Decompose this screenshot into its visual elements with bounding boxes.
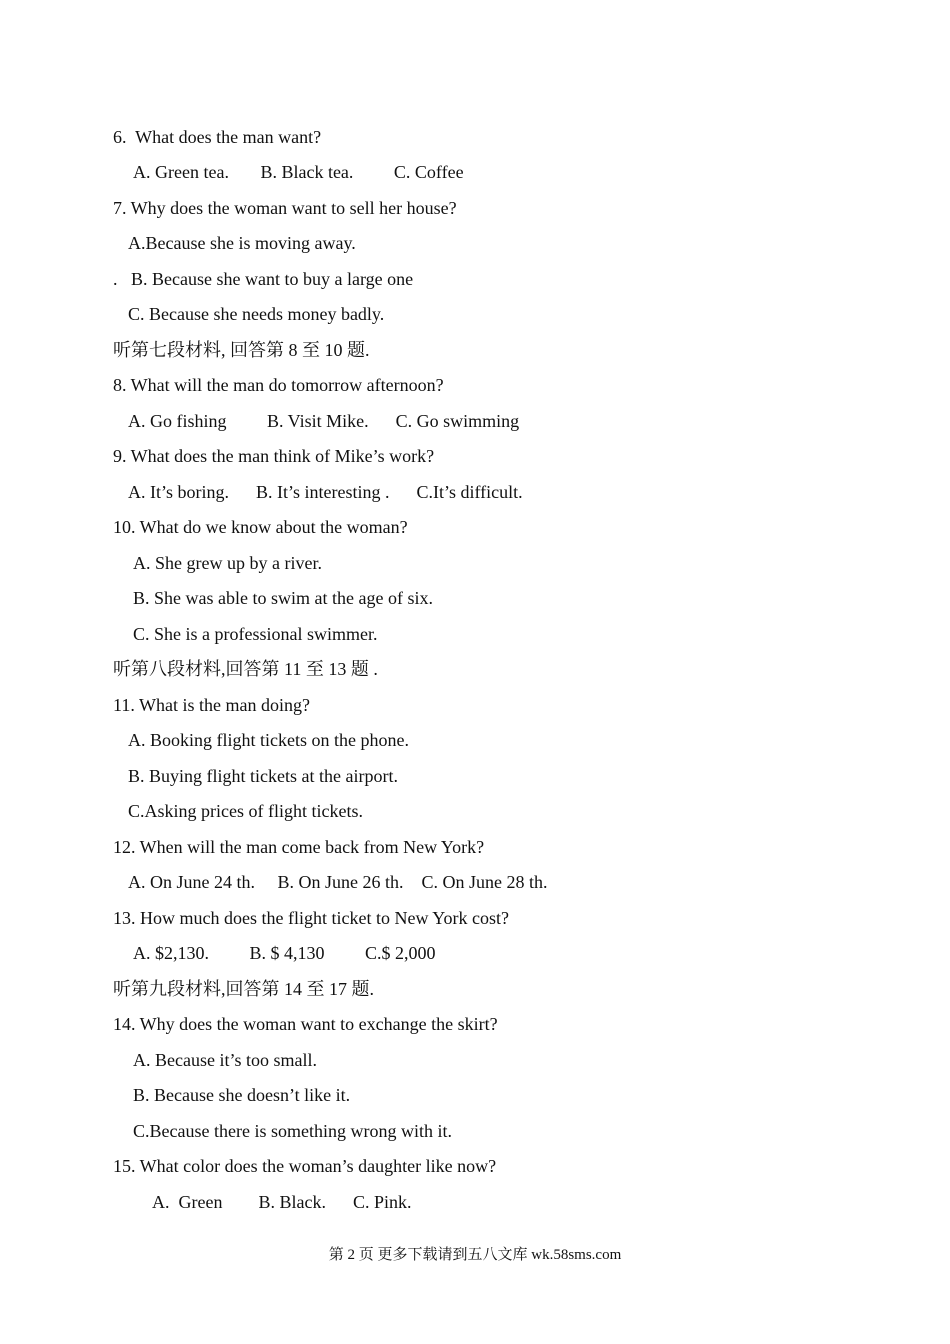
- question-12-options: A. On June 24 th. B. On June 26 th. C. On June 28 th.: [128, 872, 548, 892]
- question-11-option-c: C.Asking prices of flight tickets.: [128, 801, 363, 821]
- question-15-options: A. Green B. Black. C. Pink.: [152, 1192, 412, 1212]
- question-9-options: A. It’s boring. B. It’s interesting . C.It’s difficult.: [128, 482, 523, 502]
- question-14-option-a: A. Because it’s too small.: [133, 1050, 317, 1070]
- question-10-option-c: C. She is a professional swimmer.: [133, 624, 378, 644]
- section-9-instruction: 听第九段材料,回答第 14 至 17 题.: [113, 979, 374, 999]
- question-6: 6. What does the man want?: [113, 127, 322, 147]
- question-14-option-b: B. Because she doesn’t like it.: [133, 1085, 351, 1105]
- question-14-option-c: C.Because there is something wrong with it.: [133, 1121, 452, 1141]
- question-8-options: A. Go fishing B. Visit Mike. C. Go swimming: [128, 411, 520, 431]
- question-8: 8. What will the man do tomorrow afternoon?: [113, 375, 444, 395]
- question-6-options: A. Green tea. B. Black tea. C. Coffee: [133, 162, 464, 182]
- question-11-option-b: B. Buying flight tickets at the airport.: [128, 766, 398, 786]
- question-9: 9. What does the man think of Mike’s work?: [113, 446, 435, 466]
- question-15: 15. What color does the woman’s daughter like now?: [113, 1156, 497, 1176]
- question-10-option-b: B. She was able to swim at the age of six.: [133, 588, 433, 608]
- question-7: 7. Why does the woman want to sell her house?: [113, 198, 457, 218]
- question-7-option-c: C. Because she needs money badly.: [128, 304, 385, 324]
- question-7-option-b: . B. Because she want to buy a large one: [113, 269, 414, 289]
- question-11-option-a: A. Booking flight tickets on the phone.: [128, 730, 409, 750]
- section-7-instruction: 听第七段材料, 回答第 8 至 10 题.: [113, 340, 370, 360]
- section-8-instruction: 听第八段材料,回答第 11 至 13 题 .: [113, 659, 378, 679]
- page-footer: 第 2 页 更多下载请到五八文库 wk.58sms.com: [328, 1247, 622, 1263]
- question-14: 14. Why does the woman want to exchange the skirt?: [113, 1014, 498, 1034]
- question-13-options: A. $2,130. B. $ 4,130 C.$ 2,000: [133, 943, 436, 963]
- question-11: 11. What is the man doing?: [113, 695, 310, 715]
- question-10-option-a: A. She grew up by a river.: [133, 553, 322, 573]
- question-10: 10. What do we know about the woman?: [113, 517, 408, 537]
- question-13: 13. How much does the flight ticket to New York cost?: [113, 908, 509, 928]
- question-7-option-a: A.Because she is moving away.: [128, 233, 356, 253]
- question-12: 12. When will the man come back from New York?: [113, 837, 485, 857]
